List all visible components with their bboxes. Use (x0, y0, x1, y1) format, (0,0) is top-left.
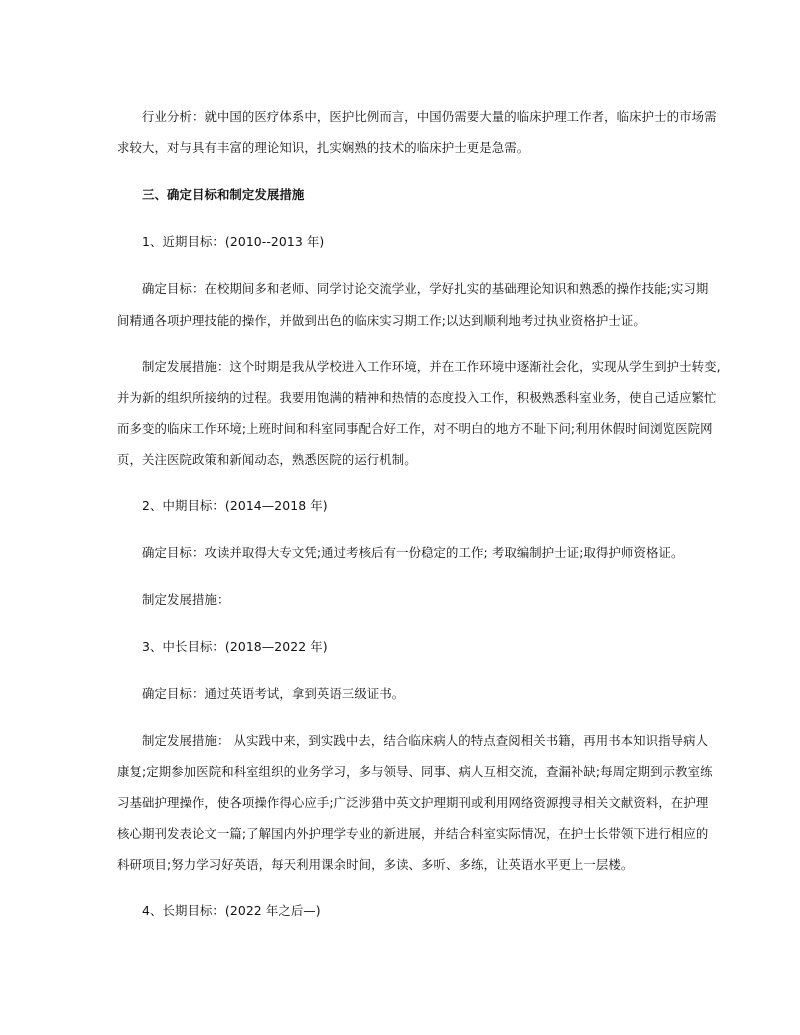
paragraph-line: 页，关注医院政策和新闻动态，熟悉医院的运行机制。 (117, 452, 417, 467)
subsection-heading: 2、中期目标：(2014—2018 年) (142, 498, 328, 513)
subsection-heading: 3、中长目标：(2018—2022 年) (142, 639, 328, 654)
paragraph-line: 康复;定期参加医院和科室组织的业务学习，多与领导、同事、病人互相交流，查漏补缺;每周定期到示教室练 (117, 764, 713, 779)
paragraph-line: 制定发展措施： 从实践中来，到实践中去，结合临床病人的特点查阅相关书籍，再用书本知识指导病人 (142, 733, 709, 748)
paragraph-line: 而多变的临床工作环境;上班时间和科室同事配合好工作，对不明白的地方不耻下问;利用休假时间浏览医院网 (117, 421, 713, 436)
paragraph-line: 确定目标：通过英语考试，拿到英语三级证书。 (142, 686, 405, 701)
paragraph-line: 确定目标：攻读并取得大专文凭;通过考核后有一份稳定的工作; 考取编制护士证;取得护师资格证。 (142, 545, 684, 560)
paragraph-line: 制定发展措施：这个时期是我从学校进入工作环境，并在工作环境中逐渐社会化，实现从学生到护士转变, (142, 359, 721, 374)
paragraph-line: 确定目标：在校期间多和老师、同学讨论交流学业，学好扎实的基础理论知识和熟悉的操作技能;实习期 (142, 281, 709, 296)
paragraph-line: 间精通各项护理技能的操作，并做到出色的临床实习期工作;以达到顺利地考过执业资格护士证。 (117, 313, 646, 328)
subsection-heading: 4、长期目标：(2022 年之后—) (142, 903, 321, 918)
paragraph-line: 科研项目;努力学习好英语，每天利用课余时间，多读、多听、多练，让英语水平更上一层楼。 (117, 857, 634, 872)
paragraph-line: 制定发展措施： (142, 592, 230, 607)
paragraph-line: 行业分析：就中国的医疗体系中，医护比例而言，中国仍需要大量的临床护理工作者，临床护士的市场需 (142, 109, 717, 124)
section-heading: 三、确定目标和制定发展措施 (142, 187, 305, 202)
paragraph-line: 习基础护理操作，使各项操作得心应手;广泛涉猎中英文护理期刊或利用网络资源搜寻相关文献资料，在护理 (117, 795, 709, 810)
paragraph-line: 并为新的组织所接纳的过程。我要用饱满的精神和热情的态度投入工作，积极熟悉科室业务，使自己适应繁忙 (117, 390, 717, 405)
paragraph-line: 核心期刊发表论文一篇;了解国内外护理学专业的新进展，并结合科室实际情况，在护士长带领下进行相应的 (117, 826, 709, 841)
paragraph-line: 求较大，对与具有丰富的理论知识，扎实娴熟的技术的临床护士更是急需。 (117, 140, 530, 155)
subsection-heading: 1、近期目标：(2010--2013 年) (142, 234, 325, 249)
